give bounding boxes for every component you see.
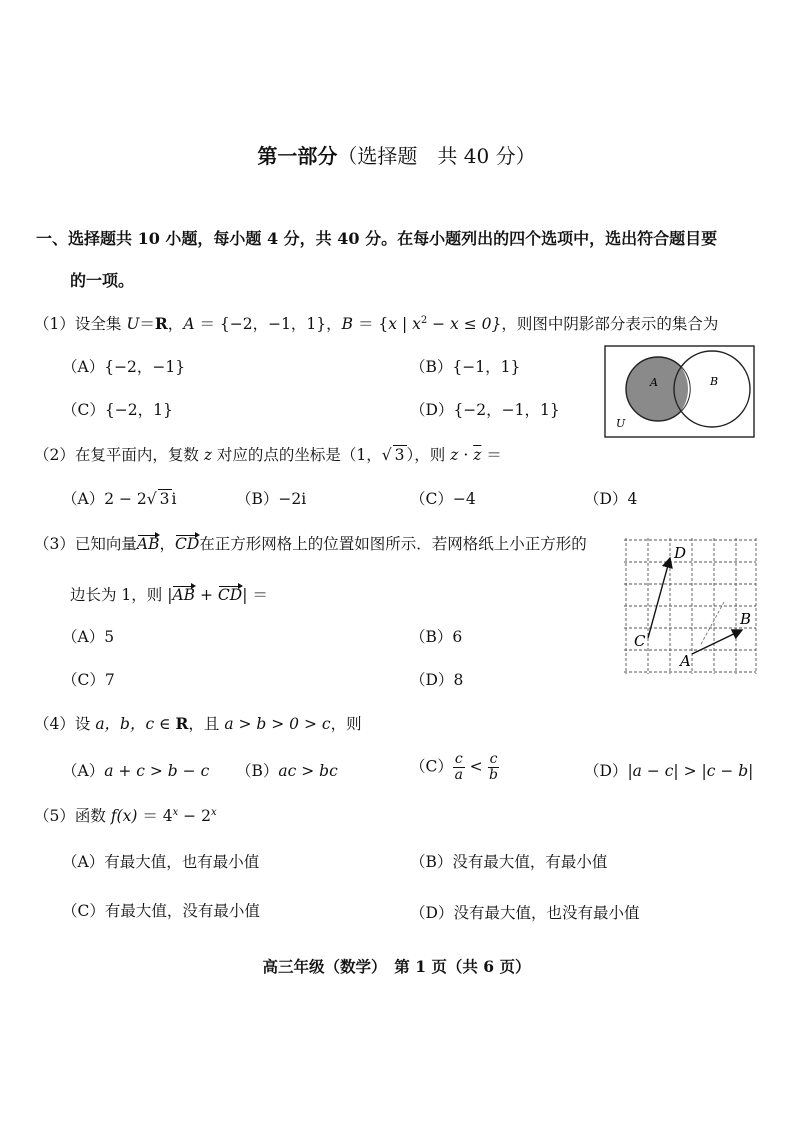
q1-B-x2: x bbox=[412, 315, 421, 333]
q1-R: R bbox=[154, 314, 168, 333]
q3-option-b-label: （B） bbox=[410, 628, 453, 646]
q4-option-b-text: ac > bc bbox=[278, 762, 338, 780]
q2-text-c: ），则 bbox=[406, 446, 451, 464]
q5-text-a: 函数 bbox=[74, 807, 111, 825]
grid-label-c: C bbox=[634, 632, 646, 650]
q4-option-a-text: a + c > b − c bbox=[104, 762, 210, 780]
q5-option-c-label: （C） bbox=[62, 902, 105, 920]
page-footer: 高三年级（数学） 第 1 页（共 6 页） bbox=[262, 957, 531, 976]
q5-fx: f(x) bbox=[110, 807, 138, 825]
q1-option-a bbox=[62, 355, 185, 377]
title-main: 第一部分 bbox=[257, 144, 338, 168]
venn-label-u: U bbox=[616, 417, 626, 430]
q1-option-a-text: {−2，−1} bbox=[104, 358, 186, 376]
q3-comma: ， bbox=[159, 535, 175, 553]
q2-sqrt3: 3 bbox=[394, 446, 405, 464]
q5-exp2: x bbox=[210, 806, 217, 818]
q3-option-a-text: 5 bbox=[104, 628, 115, 646]
q1-option-d bbox=[410, 398, 560, 420]
q1-B-x: x bbox=[388, 315, 398, 333]
q3-number: （3） bbox=[34, 535, 75, 553]
q2-z: z bbox=[203, 446, 212, 464]
q4-option-c-lt: < bbox=[464, 757, 488, 776]
q4-option-d-label: （D） bbox=[584, 762, 628, 780]
q2-number: （2） bbox=[34, 446, 75, 464]
q4-text-a: 设 bbox=[74, 715, 96, 733]
q1-B-exp: 2 bbox=[420, 314, 428, 326]
venn-diagram bbox=[604, 345, 756, 439]
q3-option-d bbox=[410, 668, 463, 690]
q1-option-a-label: （A） bbox=[62, 358, 105, 376]
q5-option-c bbox=[62, 899, 260, 921]
q3-option-c bbox=[62, 668, 115, 690]
question-3 bbox=[34, 532, 587, 554]
q3-vector-ab: AB bbox=[136, 535, 160, 553]
q5-eq: ＝ 4 bbox=[137, 807, 173, 825]
q4-ineq: a > b > 0 > c bbox=[224, 715, 331, 733]
q2-option-a-text-b: i bbox=[171, 490, 177, 508]
q4-option-b-label: （B） bbox=[236, 762, 279, 780]
q2-option-b bbox=[236, 487, 306, 509]
q3-option-c-label: （C） bbox=[62, 671, 105, 689]
q4-in: ∈ bbox=[154, 715, 176, 733]
q5-option-a bbox=[62, 850, 259, 872]
q4-option-d bbox=[584, 759, 753, 781]
q4-option-c-label: （C） bbox=[410, 757, 453, 776]
q2-option-b-text: −2i bbox=[278, 490, 307, 508]
q5-exp1: x bbox=[172, 806, 179, 818]
question-5 bbox=[34, 804, 217, 826]
q1-number: （1） bbox=[34, 315, 75, 333]
q3-text-a: 已知向量 bbox=[74, 535, 137, 553]
q1-text-c: ，则图中阴影部分表示的集合为 bbox=[501, 315, 719, 333]
q4-option-b bbox=[236, 759, 338, 781]
q1-B-bar: | bbox=[397, 315, 413, 333]
q4-option-c-frac1 bbox=[453, 752, 465, 783]
q1-option-d-text: {−2，−1，1} bbox=[453, 401, 560, 419]
q2-z1: z bbox=[450, 446, 459, 464]
q1-B-val-a: ＝ { bbox=[353, 315, 389, 333]
q3-option-b bbox=[410, 625, 462, 647]
q3-vector-ab-2: AB bbox=[172, 586, 196, 604]
q1-text-b: ， bbox=[167, 315, 184, 333]
q1-option-b-label: （B） bbox=[410, 358, 453, 376]
vector-grid-diagram bbox=[624, 538, 758, 678]
q2-eq: ＝ bbox=[481, 446, 502, 464]
q1-option-d-label: （D） bbox=[410, 401, 454, 419]
q3-text-b: 在正方形网格上的位置如图所示．若网格纸上小正方形的 bbox=[199, 535, 587, 553]
q4-vars: a，b，c bbox=[95, 715, 155, 733]
venn-circle-a bbox=[626, 357, 690, 421]
q2-option-d-label: （D） bbox=[584, 490, 628, 508]
q3-option-d-text: 8 bbox=[453, 671, 464, 689]
q4-option-c-num2: c bbox=[489, 751, 498, 767]
q4-option-c-num1: c bbox=[454, 751, 463, 767]
venn-label-b: B bbox=[710, 375, 719, 388]
question-4 bbox=[34, 712, 362, 734]
q5-option-d-label: （D） bbox=[410, 904, 454, 922]
q1-text-a: 设全集 bbox=[74, 315, 127, 333]
q4-option-c-den1: a bbox=[454, 767, 463, 783]
q1-eq: ＝ bbox=[139, 315, 155, 333]
q2-option-c-label: （C） bbox=[410, 490, 453, 508]
q1-B-rest: − x ≤ 0} bbox=[427, 315, 502, 333]
q5-option-b-label: （B） bbox=[410, 853, 453, 871]
grid-label-a: A bbox=[680, 652, 691, 670]
q1-A-val: ＝ {−2，−1，1}， bbox=[194, 315, 342, 333]
q4-text-c: ，则 bbox=[330, 715, 362, 733]
q5-option-a-text: 有最大值，也有最小值 bbox=[104, 853, 260, 871]
question-1 bbox=[34, 312, 718, 334]
q3-option-a-label: （A） bbox=[62, 628, 105, 646]
q2-option-c bbox=[410, 487, 476, 509]
q3-option-d-label: （D） bbox=[410, 671, 454, 689]
q5-option-b-text: 没有最大值，有最小值 bbox=[452, 853, 608, 871]
grid-label-b: B bbox=[740, 610, 752, 628]
q3-plus: + bbox=[195, 586, 218, 604]
q5-option-c-text: 有最大值，没有最小值 bbox=[104, 902, 260, 920]
q3-option-a bbox=[62, 625, 114, 647]
q2-option-a-label: （A） bbox=[62, 490, 105, 508]
auxiliary-dashed-line bbox=[700, 602, 724, 646]
q5-minus: − 2 bbox=[178, 807, 211, 825]
q1-option-c-label: （C） bbox=[62, 401, 105, 419]
q1-B: B bbox=[341, 315, 354, 333]
question-2: （2）在复平面内，复数 z 对应的点的坐标是（1，√ 3 ），则 $z \cdot \overline{z}$ ＝ bbox=[34, 446, 502, 464]
q5-option-d bbox=[410, 901, 639, 923]
q5-option-b bbox=[410, 850, 607, 872]
q2-text-b: 对应的点的坐标是（1， bbox=[211, 446, 382, 464]
q2-zbar: $\overline{z}$ bbox=[473, 446, 482, 464]
q5-option-d-text: 没有最大值，也没有最小值 bbox=[453, 904, 640, 922]
q4-text-b: ，且 bbox=[188, 715, 225, 733]
q5-number: （5） bbox=[34, 807, 75, 825]
q4-option-c-den2: b bbox=[489, 767, 498, 783]
q2-option-b-label: （B） bbox=[236, 490, 279, 508]
q1-option-b-text: {−1，1} bbox=[452, 358, 521, 376]
q4-R: R bbox=[175, 714, 189, 733]
q1-option-b bbox=[410, 355, 520, 377]
q1-option-c-text: {−2，1} bbox=[104, 401, 173, 419]
q4-option-a-label: （A） bbox=[62, 762, 105, 780]
page-title bbox=[0, 140, 793, 169]
q4-option-a bbox=[62, 759, 209, 781]
q1-option-c bbox=[62, 398, 173, 420]
section-instruction-line2: 的一项。 bbox=[70, 271, 135, 290]
title-paren: （选择题 共 40 分） bbox=[337, 144, 536, 168]
q2-text-a: 在复平面内，复数 bbox=[74, 446, 204, 464]
q2-option-d-text: 4 bbox=[627, 490, 638, 508]
q3-vector-cd-2: CD bbox=[217, 586, 243, 604]
q4-option-d-text: |a − c| > |c − b| bbox=[627, 762, 754, 780]
q5-option-a-label: （A） bbox=[62, 853, 105, 871]
q2-option-a-sqrt: 3 bbox=[159, 490, 170, 508]
grid-label-d: D bbox=[674, 544, 687, 562]
q2-option-a: （A）2 − 2√ 3 i bbox=[62, 490, 177, 508]
vector-cd-arrow bbox=[648, 558, 670, 638]
q3-vector-cd: CD bbox=[175, 535, 200, 553]
q4-option-c bbox=[410, 752, 499, 783]
q2-option-d bbox=[584, 487, 637, 509]
q3-option-c-text: 7 bbox=[104, 671, 115, 689]
q2-option-c-text: −4 bbox=[452, 490, 476, 508]
q2-dot: · bbox=[458, 446, 474, 464]
q4-option-c-frac2 bbox=[488, 752, 500, 783]
q3-line2-b: | ＝ bbox=[242, 586, 268, 604]
section-instruction-line1: 一、选择题共 10 小题，每小题 4 分，共 40 分。在每小题列出的四个选项中，选出符合题目要 bbox=[36, 229, 718, 248]
q3-line2-a: 边长为 1，则 | bbox=[70, 586, 173, 604]
q1-U: U bbox=[126, 315, 140, 333]
q1-A: A bbox=[183, 315, 195, 333]
question-3-line2 bbox=[70, 583, 268, 605]
q2-option-a-text-a: 2 − 2 bbox=[104, 490, 147, 508]
venn-label-a: A bbox=[650, 376, 658, 389]
q3-option-b-text: 6 bbox=[452, 628, 463, 646]
q4-number: （4） bbox=[34, 715, 75, 733]
